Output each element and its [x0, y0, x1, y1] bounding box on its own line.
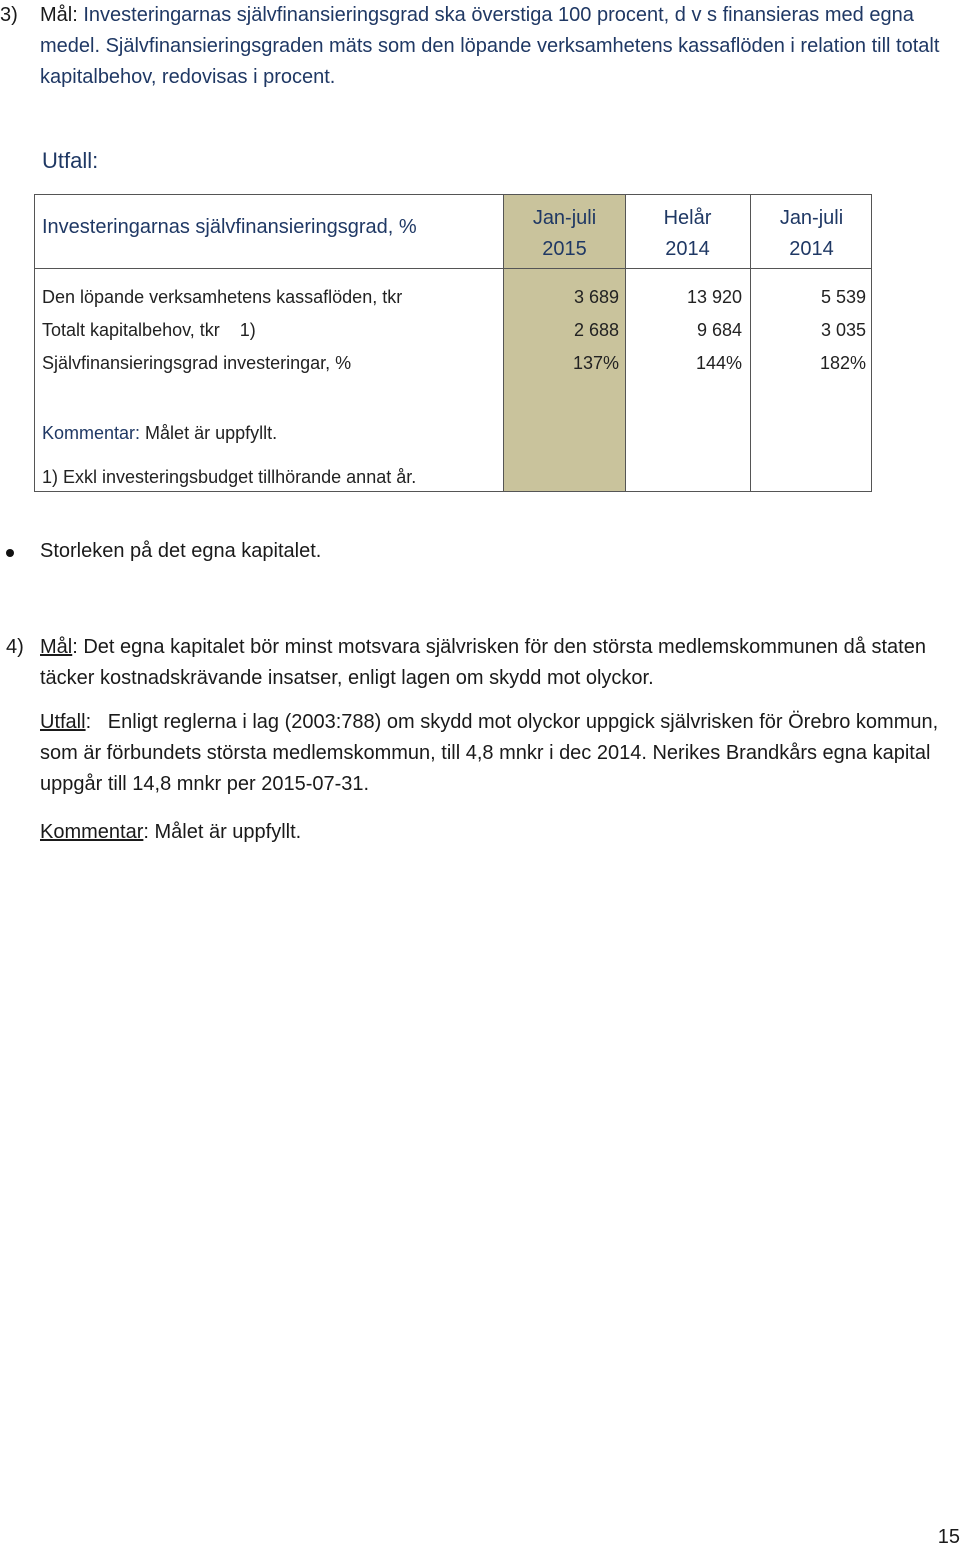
table-row-label: Den löpande verksamhetens kassaflöden, tkr	[42, 287, 403, 307]
outcome-heading: Utfall:	[42, 148, 99, 173]
table-comment	[42, 423, 277, 444]
table-cell: 9 684	[696, 320, 742, 340]
table-footnote: 1) Exkl investeringsbudget tillhörande annat år.	[42, 467, 417, 487]
table-header	[35, 195, 871, 269]
bullet-dot-icon	[6, 549, 14, 557]
table-cell: 137%	[572, 353, 619, 373]
table-cell: 3 035	[820, 320, 866, 340]
goal-4-label: Mål	[40, 636, 73, 658]
table-cell: 144%	[695, 353, 742, 373]
self-financing-table	[34, 194, 872, 492]
goal-4-paragraph	[0, 632, 955, 694]
goal-4-outcome-text: : Enligt reglerna i lag (2003:788) om skydd mot olyckor uppgick självrisken för Örebro kommun, som är förbundets största medlemskommun, till 4,8 mnkr i dec 2014. Nerikes Brandkårs egna kapital uppgår till 14,8 mnkr per 2015-07-31.	[40, 711, 944, 795]
goal-4-text: : Det egna kapitalet bör minst motsvara självrisken för den största medlemskommunen då staten täcker kostnadskrävande insatser, enligt lagen om skydd mot olyckor.	[40, 636, 926, 689]
column-header: Helår 2014	[663, 207, 712, 260]
comment-text: Målet är uppfyllt.	[140, 423, 278, 443]
goal-4-comment-text: : Målet är uppfyllt.	[143, 821, 302, 843]
goal-4-number: 4)	[6, 636, 24, 658]
table-cell: 13 920	[686, 287, 742, 307]
goal-3-paragraph	[0, 0, 950, 93]
goal-3-text: Investeringarnas självfinansieringsgrad ska överstiga 100 procent, d v s finansieras med egna medel. Självfinansieringsgraden mäts som den löpande verksamhetens kassaflöden i relation till totalt kapitalbehov, redovisas i procent.	[40, 4, 940, 88]
table-cell: 182%	[819, 353, 866, 373]
goal-4-outcome	[40, 707, 950, 800]
table-row-label: Totalt kapitalbehov, tkr 1)	[42, 320, 256, 340]
table-row-label: Självfinansieringsgrad investeringar, %	[42, 353, 352, 373]
table-cell: 3 689	[573, 287, 619, 307]
comment-label: Kommentar:	[42, 423, 141, 443]
goal-4-outcome-label: Utfall	[40, 711, 86, 733]
page-number: 15	[937, 1526, 960, 1548]
goal-3-number: 3)	[0, 4, 18, 26]
goal-4-comment	[40, 817, 301, 848]
bullet-text: Storleken på det egna kapitalet.	[40, 540, 322, 562]
goal-3-label: Mål:	[40, 4, 78, 26]
column-header: Jan-juli 2015	[532, 207, 597, 260]
table-title: Investeringarnas självfinansieringsgrad, %	[42, 216, 417, 238]
table-cell: 5 539	[820, 287, 866, 307]
table-cell: 2 688	[573, 320, 619, 340]
goal-4-comment-label: Kommentar	[40, 821, 144, 843]
column-header: Jan-juli 2014	[779, 207, 844, 260]
